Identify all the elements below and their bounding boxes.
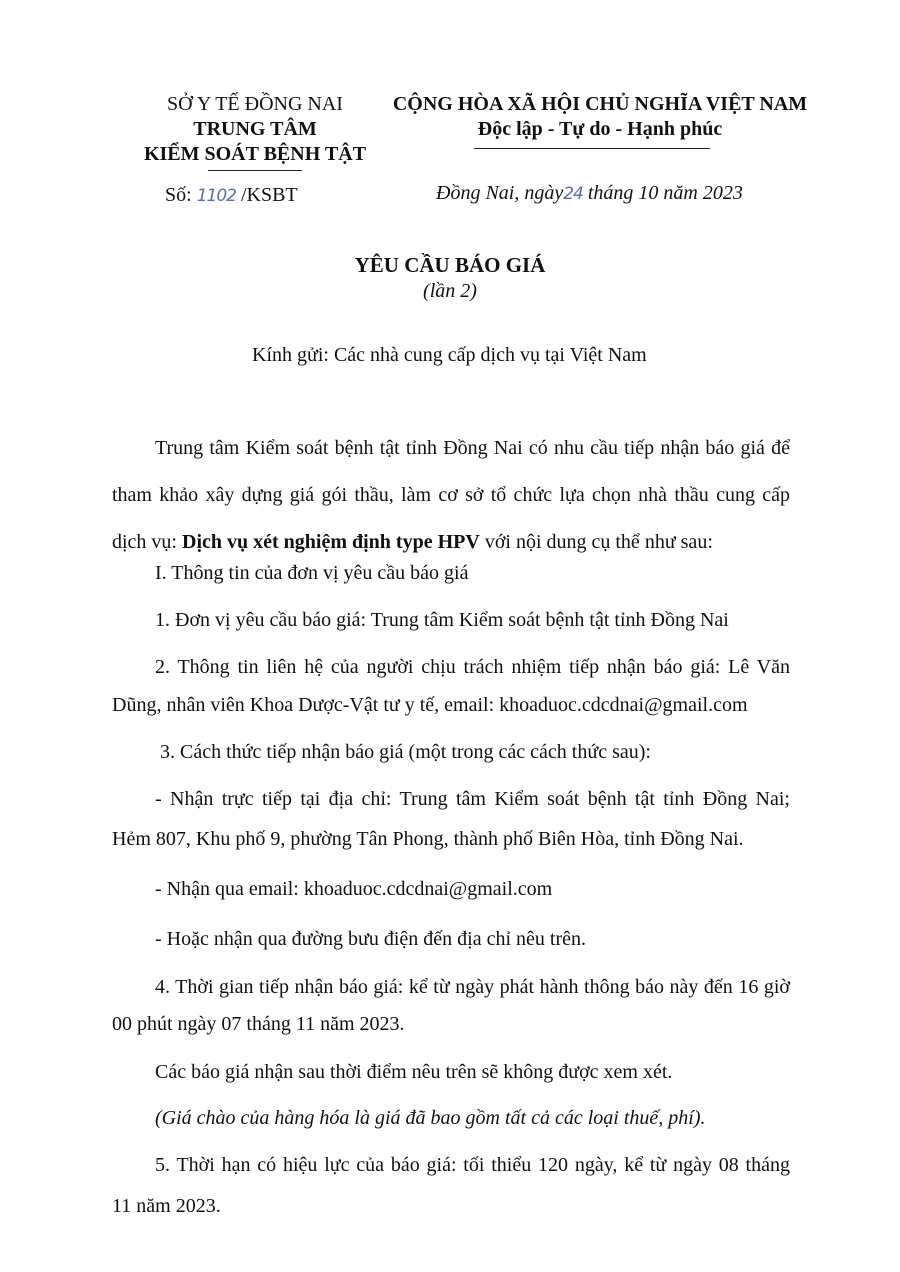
item-2-line-2: Dũng, nhân viên Khoa Dược-Vật tư y tế, email: khoaduoc.cdcdnai@gmail.com [112, 694, 748, 716]
item-5-line-2: 11 năm 2023. [112, 1195, 221, 1217]
document-date-prefix: Đồng Nai, ngày [436, 182, 564, 204]
recipient-line: Kính gửi: Các nhà cung cấp dịch vụ tại Việt Nam [252, 344, 647, 366]
document-number-suffix: /KSBT [240, 184, 298, 206]
item-3a-line-2: Hẻm 807, Khu phố 9, phường Tân Phong, thành phố Biên Hòa, tỉnh Đồng Nai. [112, 828, 744, 850]
motto-underline [474, 148, 710, 149]
item-3: 3. Cách thức tiếp nhận báo giá (một trong các cách thức sau): [160, 741, 651, 763]
document-date-day-handwritten: 24 [563, 184, 583, 204]
intro-line-1: Trung tâm Kiểm soát bệnh tật tỉnh Đồng Nai có nhu cầu tiếp nhận báo giá để [155, 437, 790, 459]
intro-line-2: tham khảo xây dựng giá gói thầu, làm cơ sở tổ chức lựa chọn nhà thầu cung cấp [112, 484, 790, 506]
intro-line-3 [112, 532, 713, 552]
section-heading-1: I. Thông tin của đơn vị yêu cầu báo giá [155, 562, 469, 584]
issuer-center-line1: TRUNG TÂM [193, 118, 317, 140]
national-motto: Độc lập - Tự do - Hạnh phúc [477, 118, 723, 140]
item-4-line-2: 00 phút ngày 07 tháng 11 năm 2023. [112, 1013, 405, 1035]
document-title: YÊU CẦU BÁO GIÁ [354, 253, 546, 277]
document-number-prefix: Số: [165, 184, 192, 206]
issuer-underline [208, 170, 302, 171]
document-date [436, 182, 743, 205]
item-5-line-1: 5. Thời hạn có hiệu lực của báo giá: tối thiểu 120 ngày, kể từ ngày 08 tháng [155, 1154, 790, 1176]
item-2-line-1: 2. Thông tin liên hệ của người chịu trách nhiệm tiếp nhận báo giá: Lê Văn [155, 656, 790, 678]
intro-line-3-pre: dịch vụ: [112, 531, 177, 553]
item-4-line-1: 4. Thời gian tiếp nhận báo giá: kể từ ngày phát hành thông báo này đến 16 giờ [155, 976, 790, 998]
issuer-center-line2: KIỂM SOÁT BỆNH TẬT [143, 143, 367, 165]
national-title: CỘNG HÒA XÃ HỘI CHỦ NGHĨA VIỆT NAM [392, 93, 808, 115]
item-3b: - Nhận qua email: khoaduoc.cdcdnai@gmail.com [155, 878, 553, 900]
item-4-price-note: (Giá chào của hàng hóa là giá đã bao gồm tất cả các loại thuế, phí). [155, 1107, 706, 1129]
document-subtitle: (lần 2) [423, 280, 477, 302]
service-name: Dịch vụ xét nghiệm định type HPV [182, 531, 480, 553]
item-3c: - Hoặc nhận qua đường bưu điện đến địa chỉ nêu trên. [155, 928, 587, 950]
document-date-suffix: tháng 10 năm 2023 [587, 182, 743, 204]
issuer-department: SỞ Y TẾ ĐỒNG NAI [167, 93, 343, 115]
item-1: 1. Đơn vị yêu cầu báo giá: Trung tâm Kiểm soát bệnh tật tỉnh Đồng Nai [155, 609, 729, 631]
document-number-handwritten: 1102 [196, 186, 236, 206]
item-4-note: Các báo giá nhận sau thời điểm nêu trên sẽ không được xem xét. [155, 1061, 673, 1083]
intro-line-3-post: với nội dung cụ thể như sau: [484, 531, 713, 553]
document-number [165, 184, 298, 207]
item-3a-line-1: - Nhận trực tiếp tại địa chỉ: Trung tâm Kiểm soát bệnh tật tỉnh Đồng Nai; [155, 788, 790, 810]
